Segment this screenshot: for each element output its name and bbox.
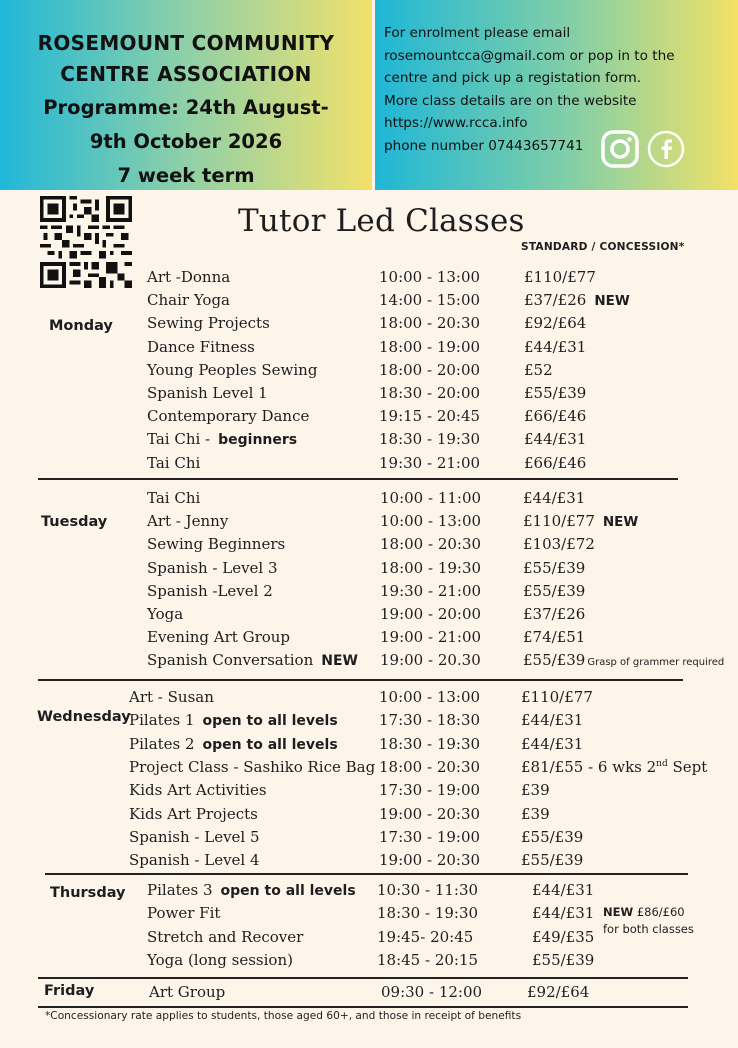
class-time: 19:30 - 21:00	[380, 581, 482, 600]
class-price-cell	[523, 651, 724, 669]
thursday-offer-new-tag: NEW	[603, 905, 634, 919]
class-price: £39	[521, 781, 550, 800]
class-price: £55/£39	[524, 384, 587, 402]
thursday-combined-offer	[603, 904, 694, 938]
class-name: Kids Art Projects	[129, 804, 258, 823]
class-price: £110/£77	[523, 512, 595, 531]
class-name: Evening Art Group	[147, 628, 291, 647]
class-time: 18:45 - 20:15	[377, 951, 479, 970]
class-time: 18:30 - 19:30	[377, 904, 479, 923]
enrolment-line1: For enrolment please email	[384, 25, 571, 41]
class-price-cell	[523, 605, 585, 623]
class-price-cell	[521, 805, 550, 823]
class-name-cell	[147, 512, 228, 530]
class-name: Project Class - Sashiko Rice Bag	[129, 757, 376, 776]
class-price: £55/£39	[521, 827, 584, 846]
class-row-wednesday	[0, 688, 738, 711]
class-price: £66/£46	[524, 407, 587, 426]
class-name-cell	[147, 559, 278, 577]
class-time: 10:00 - 13:00	[379, 688, 481, 706]
class-time: 18:30 - 19:30	[379, 430, 481, 449]
class-price: £92/£64	[527, 983, 590, 1001]
class-price: £44/£31	[521, 711, 584, 730]
class-price: £55/£39	[523, 558, 586, 577]
class-name: Spanish - Level 5	[129, 827, 260, 846]
class-name: Chair Yoga	[147, 291, 230, 310]
programme-dates-line2: 9th October 2026	[89, 130, 283, 153]
class-time: 19:00 - 20:30	[379, 804, 481, 823]
new-badge: NEW	[594, 293, 630, 310]
class-name-cell	[147, 951, 293, 969]
class-price-cell	[521, 851, 583, 869]
class-price: £55/£39	[523, 581, 586, 600]
class-name: Spanish -Level 2	[147, 581, 273, 600]
day-label-monday: Monday	[49, 318, 113, 334]
class-time: 10:00 - 13:00	[380, 512, 482, 531]
class-name-cell	[147, 881, 356, 899]
class-name-cell	[147, 291, 230, 309]
class-row-thursday	[0, 951, 738, 974]
class-name: Kids Art Activities	[129, 781, 267, 800]
class-name-cell	[149, 983, 225, 1001]
day-label-tuesday: Tuesday	[41, 514, 108, 530]
class-name: Sewing Beginners	[147, 535, 286, 554]
class-name-cell	[129, 711, 338, 729]
class-row-monday	[0, 291, 738, 314]
class-name-cell	[147, 628, 290, 646]
divider-thursday-friday	[38, 977, 688, 979]
class-time: 09:30 - 12:00	[381, 983, 483, 1001]
class-time: 19:30 - 21:00	[379, 453, 481, 472]
class-name: Pilates 1	[129, 711, 195, 730]
class-row-tuesday	[0, 582, 738, 605]
class-price: £49/£35	[532, 927, 595, 946]
class-name-cell	[147, 407, 309, 425]
class-price: £44/£31	[524, 430, 587, 449]
class-time: 19:15 - 20:45	[379, 407, 481, 426]
class-price-cell	[524, 291, 630, 309]
class-price-cell	[527, 983, 589, 1001]
class-name: Tai Chi -	[147, 430, 211, 449]
class-name-cell	[147, 338, 255, 356]
price-date-month: Sept	[667, 757, 708, 776]
class-name-cell	[147, 582, 273, 600]
class-price: £55/£39	[532, 951, 595, 970]
class-name: Pilates 3	[147, 881, 213, 899]
class-row-monday	[0, 430, 738, 453]
enrolment-line3: centre and pick up a registation form.	[384, 70, 642, 87]
class-row-monday	[0, 338, 738, 361]
class-price: £55/£39	[521, 851, 584, 870]
class-row-monday	[0, 314, 738, 337]
class-price-cell	[524, 384, 586, 402]
class-name-cell	[147, 489, 200, 507]
class-name: Contemporary Dance	[147, 407, 310, 426]
concession-footnote: *Concessionary rate applies to students, those aged 60+, and those in receipt of benefits	[45, 1010, 522, 1022]
class-time: 18:00 - 20:30	[380, 535, 482, 554]
class-row-wednesday	[0, 781, 738, 804]
class-price: £55/£39	[523, 651, 586, 670]
class-row-wednesday	[0, 828, 738, 851]
class-row-tuesday	[0, 512, 738, 535]
class-highlight: open to all levels	[202, 713, 338, 730]
class-requirement-note: Grasp of grammer required	[587, 657, 725, 669]
class-price-cell	[523, 535, 595, 553]
class-time: 18:30 - 19:30	[379, 734, 481, 753]
class-row-wednesday	[0, 805, 738, 828]
class-price: £44/£31	[524, 337, 587, 356]
class-highlight: NEW	[321, 653, 358, 670]
class-price: £44/£31	[532, 904, 595, 923]
header-title-panel	[0, 0, 372, 190]
class-row-tuesday	[0, 489, 738, 512]
class-time: 10:30 - 11:30	[377, 881, 479, 899]
class-name: Tai Chi	[147, 489, 201, 507]
class-price: £103/£72	[523, 535, 595, 554]
class-price: £92/£64	[524, 314, 587, 333]
enrolment-line4: More class details are on the website	[384, 92, 637, 109]
class-price-cell	[521, 781, 550, 799]
class-name: Dance Fitness	[147, 337, 255, 356]
org-name-line2: CENTRE ASSOCIATION	[60, 62, 312, 86]
class-name: Spanish Level 1	[147, 384, 268, 402]
class-name: Stretch and Recover	[147, 927, 304, 946]
class-price-cell	[523, 512, 638, 530]
day-label-wednesday: Wednesday	[37, 709, 131, 725]
class-name-cell	[147, 384, 268, 402]
class-row-tuesday	[0, 559, 738, 582]
class-row-monday	[0, 407, 738, 430]
class-price: £44/£31	[523, 489, 586, 507]
day-label-thursday: Thursday	[50, 885, 126, 901]
class-name: Art - Susan	[129, 688, 214, 706]
class-row-tuesday	[0, 628, 738, 651]
class-name-cell	[147, 928, 303, 946]
class-price-cell	[532, 904, 594, 922]
class-name-cell	[147, 268, 230, 286]
class-price: £81/£55 - 6 wks 2	[521, 757, 657, 776]
class-price-cell	[524, 361, 553, 379]
class-price-cell	[524, 407, 586, 425]
class-price-cell	[524, 314, 586, 332]
class-price: £37/£26	[523, 605, 586, 623]
divider-tuesday-wednesday	[38, 679, 683, 681]
class-name-cell	[129, 805, 258, 823]
page-title: Tutor Led Classes	[238, 203, 525, 239]
class-name-cell	[147, 535, 285, 553]
class-row-monday	[0, 361, 738, 384]
class-name-cell	[147, 454, 200, 472]
class-highlight: open to all levels	[220, 883, 356, 899]
class-name-cell	[129, 781, 267, 799]
class-name: Power Fit	[147, 904, 221, 923]
divider-footer	[38, 1006, 688, 1008]
class-price: £37/£26	[524, 291, 587, 310]
class-time: 18:00 - 20:30	[379, 757, 481, 776]
class-price-cell	[524, 268, 596, 286]
class-price: £44/£31	[521, 734, 584, 753]
class-name-cell	[147, 605, 183, 623]
class-price-cell	[521, 828, 583, 846]
class-highlight: beginners	[218, 432, 298, 449]
class-time: 14:00 - 15:00	[379, 291, 481, 310]
class-price-cell	[532, 928, 594, 946]
class-price-cell	[521, 758, 707, 776]
class-row-wednesday	[0, 711, 738, 734]
class-price: £74/£51	[523, 628, 586, 647]
class-name-cell	[147, 651, 358, 669]
thursday-offer-price: £86/£60	[636, 905, 685, 919]
class-price-cell	[523, 628, 585, 646]
price-date-suffix: nd	[656, 758, 668, 769]
class-name: Pilates 2	[129, 734, 195, 753]
class-row-monday	[0, 268, 738, 291]
term-length: 7 week term	[117, 164, 255, 187]
enrolment-email-line: rosemountcca@gmail.com or pop in to the	[384, 47, 675, 64]
class-price: £110/£77	[521, 688, 593, 706]
class-row-friday	[0, 983, 738, 1006]
phone-number: phone number 07443657741	[384, 137, 584, 154]
class-price-cell	[521, 711, 583, 729]
class-name: Art -Donna	[147, 268, 231, 286]
class-row-wednesday	[0, 851, 738, 874]
divider-monday-tuesday	[38, 478, 678, 480]
day-label-friday: Friday	[44, 983, 95, 999]
class-row-tuesday	[0, 651, 738, 674]
class-time: 18:30 - 20:00	[379, 384, 481, 402]
class-row-wednesday	[0, 758, 738, 781]
class-name-cell	[147, 430, 297, 448]
class-name: Art Group	[149, 983, 226, 1001]
divider-wednesday-thursday	[45, 873, 688, 875]
class-name: Spanish - Level 4	[129, 851, 260, 870]
class-name-cell	[147, 314, 270, 332]
class-time: 18:00 - 20:00	[379, 360, 481, 379]
class-price-cell	[524, 430, 586, 448]
org-name-line1: ROSEMOUNT COMMUNITY	[37, 31, 335, 55]
website-link[interactable]: https://www.rcca.info	[384, 115, 528, 132]
class-time: 17:30 - 18:30	[379, 711, 481, 730]
class-name: Yoga	[147, 605, 184, 623]
class-price: £39	[521, 804, 550, 823]
class-row-tuesday	[0, 605, 738, 628]
class-name: Tai Chi	[147, 453, 201, 472]
programme-dates-line1: Programme: 24th August-	[43, 96, 329, 119]
class-price: £52	[524, 360, 553, 379]
class-name: Spanish Conversation	[147, 651, 314, 670]
new-badge: NEW	[602, 514, 639, 531]
class-time: 17:30 - 19:00	[379, 827, 481, 846]
class-price-cell	[523, 559, 585, 577]
price-column-header: STANDARD / CONCESSION*	[521, 241, 685, 253]
class-name-cell	[147, 361, 317, 379]
class-name-cell	[147, 904, 220, 922]
class-time: 10:00 - 11:00	[380, 489, 482, 507]
class-price-cell	[521, 735, 583, 753]
class-price-cell	[524, 338, 586, 356]
class-time: 19:00 - 20:00	[380, 605, 482, 623]
class-price-cell	[523, 489, 585, 507]
class-time: 18:00 - 19:30	[380, 558, 482, 577]
class-name: Spanish - Level 3	[147, 558, 278, 577]
class-price-cell	[523, 582, 585, 600]
class-price-cell	[521, 688, 593, 706]
class-time: 10:00 - 13:00	[379, 268, 481, 286]
class-row-monday	[0, 384, 738, 407]
class-time: 17:30 - 19:00	[379, 781, 481, 800]
class-time: 19:45- 20:45	[377, 927, 474, 946]
class-time: 19:00 - 20:30	[379, 851, 481, 870]
thursday-offer-text: for both classes	[603, 922, 694, 936]
class-time: 19:00 - 21:00	[380, 628, 482, 647]
class-name-cell	[129, 828, 260, 846]
class-time: 18:00 - 19:00	[379, 337, 481, 356]
class-price-cell	[532, 951, 594, 969]
class-price: £44/£31	[532, 881, 595, 899]
class-row-monday	[0, 454, 738, 477]
class-price-cell	[532, 881, 594, 899]
class-highlight: open to all levels	[202, 736, 338, 753]
class-time: 19:00 - 20.30	[380, 651, 481, 670]
class-row-thursday	[0, 881, 738, 904]
class-name-cell	[129, 851, 260, 869]
class-row-tuesday	[0, 535, 738, 558]
class-name: Yoga (long session)	[147, 951, 293, 970]
instagram-icon[interactable]	[601, 130, 639, 168]
class-name-cell	[129, 735, 338, 753]
class-name: Sewing Projects	[147, 314, 270, 333]
class-time: 18:00 - 20:30	[379, 314, 481, 333]
class-name: Young Peoples Sewing	[147, 360, 318, 379]
class-name: Art - Jenny	[147, 512, 229, 531]
class-price: £66/£46	[524, 453, 587, 472]
class-name-cell	[129, 758, 375, 776]
class-price-cell	[524, 454, 586, 472]
facebook-icon[interactable]	[647, 130, 685, 168]
class-row-wednesday	[0, 735, 738, 758]
class-name-cell	[129, 688, 214, 706]
class-price: £110/£77	[524, 268, 596, 286]
